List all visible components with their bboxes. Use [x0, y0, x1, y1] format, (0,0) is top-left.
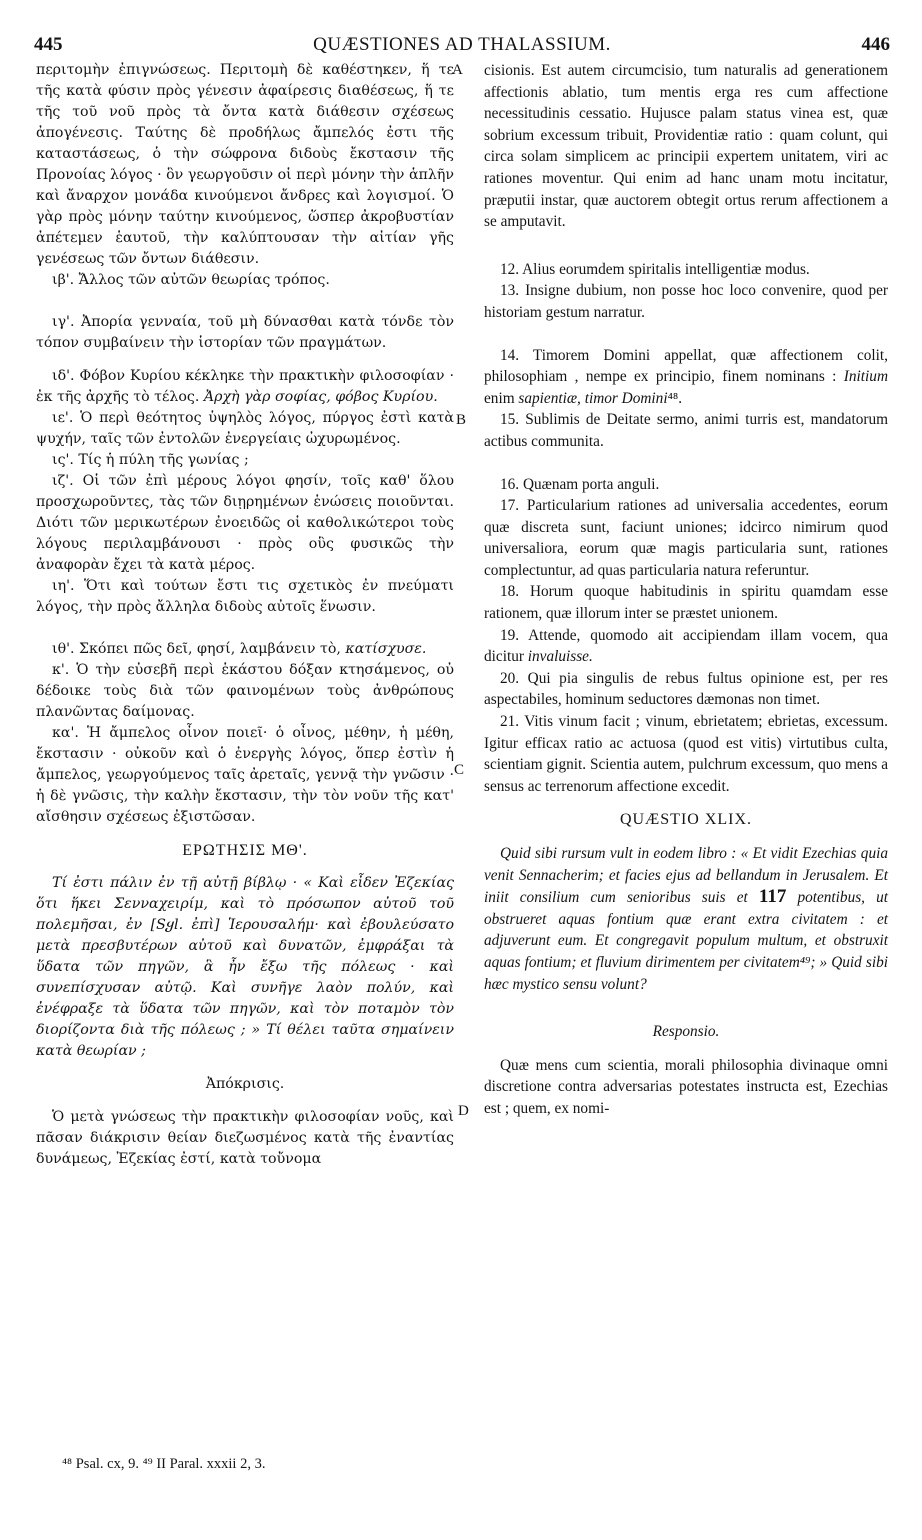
latin-answer-heading: Responsio. — [652, 1023, 720, 1041]
latin-item-14-text: 14. Timorem Domini appellat, quæ affectionem colit, philosophiam , nempe ex principio, finem nominans : — [484, 346, 888, 386]
greek-paragraph-intro: περιτομὴν ἐπιγνώσεως. Περιτομὴ δὲ καθέστηκεν, ἥ τε τῆς κατὰ φύσιν πρὸς γένεσιν ἀφαίρεσις διαθέσεως, ἥ τε τῆς τοῦ νοῦ πρὸς τὰ ὄντα κατὰ διάθεσιν σχέσεως ἀπογένεσις. Ταύτης δὲ προδήλως ἄμπελός ἐστι τῆς καταστάσεως, ὁ τὴν σώφρονα διδοὺς ἔκστασιν τῆς Προνοίας λόγος · ὃν γεωργοῦσιν οἱ περὶ μόνην τὴν ἁπλῆν καὶ ἄναρχον μονάδα κινούμενοι ἄνδρες καὶ λογισμοί. Ὁ γὰρ πρὸς μόνην ταύτην κινούμενος, ὥσπερ ἀκροβυστίαν ἀπέτεμεν ἑαυτοῦ, τὴν καλύπτουσαν τὴν αἰτίαν γῆς γενέσεως τῶν ὄντων διάθεσιν. — [36, 62, 454, 267]
greek-item-13: ιγ'. Ἀπορία γενναία, τοῦ μὴ δύνασθαι κατὰ τόνδε τὸν τόπον συμβαίνειν τὴν ἱστορίαν τῶν πραγμάτων. — [36, 314, 454, 351]
greek-item-21: κα'. Ἡ ἄμπελος οἶνον ποιεῖ· ὁ οἶνος, μέθην, ἡ μέθη, ἔκστασιν · οὐκοῦν καὶ ὁ ἐνεργὴς λόγος, ὅπερ ἐστὶν ἡ ἄμπελος, γεωργούμενος ταῖς ἀρεταῖς, γεννᾷ τὴν γνῶσιν · ἡ δὲ γνῶσις, τὴν καλὴν ἔκστασιν, τὴν τὸν νοῦν τῆς κατ' αἴσθησιν σχέσεως ἐξιστῶσαν. — [36, 725, 454, 825]
latin-item-21: 21. Vitis vinum facit ; vinum, ebrietatem; ebrietas, excessum. Igitur efficax ratio ac actuosa (quod est vitis) virtutibus culta, scientiam gignit. Scientia autem, pulchrum excessum, quo mens a sensus ac terrenorum affectione excedit. — [484, 713, 888, 795]
greek-item-17: ιζ'. Οἱ τῶν ἐπὶ μέρους λόγοι φησίν, τοῖς καθ' ὅλου προσχωροῦντες, τὰς τῶν διῃρημένων ἑνώσεις ποιοῦνται. Διότι τῶν μερικωτέρων ἐνοειδῶς οἱ καθολικώτεροι τοὺς λόγους περιλαμβάνουσι · πρὸς οὓς φυσικῶς τὴν ἀναφορὰν ἔχει τὰ κατὰ μέρος. — [36, 473, 454, 573]
latin-column — [484, 60, 888, 1120]
greek-item-19 — [36, 639, 454, 660]
latin-item-14-quote-1: Initium — [843, 368, 888, 386]
greek-item-12: ιβ'. Ἄλλος τῶν αὐτῶν θεωρίας τρόπος. — [52, 272, 330, 288]
latin-paragraph-intro: cisionis. Est autem circumcisio, tum naturalis ad generationem affectionis ablatio, tum mentis erga res cum affectione necessitudinis cessatio. Hujusce palam status vinea est, quæ sobrium excessum tribuit, Providentiæ ratio : quam colunt, qui circa solam simplicem ac principii expertem unitatem, viri ac rationes moventur. Qui enim ad hanc unam motu incitatur, præputii instar, quæ auctorem obtegit ortus rerum affectionem a se amputavit. — [484, 62, 888, 231]
latin-item-13: 13. Insigne dubium, non posse hoc loco convenire, quod per historiam gestum narratur. — [484, 282, 888, 321]
latin-item-19 — [484, 625, 888, 668]
greek-question-text: Τί ἐστι πάλιν ἐν τῇ αὐτῇ βίβλῳ · « Καὶ εἶδεν Ἐζεκίας ὅτι ἥκει Σενναχειρίμ, καὶ τὸ πρόσωπον αὐτοῦ τοῦ πολεμῆσαι, ἐν [Sყl. ἐπὶ] Ἱερουσαλήμ· καὶ ἐβουλεύσατο μετὰ πρεσβυτέρων αὐτοῦ καὶ δυνατῶν, ἐμφράξαι τὰ ὕδατα τῶν πηγῶν, ἃ ἦν ἔξω τῆς πόλεως · καὶ συνεπίσχυσαν αὐτῷ. Καὶ συνῆγε λαὸν πολύν, καὶ ἐνέφραξε τὰ ὕδατα τῶν πηγῶν, καὶ τὸν ποταμὸν τὸν διορίζοντα διὰ τῆς πόλεως ; » Τί θέλει ταῦτα σημαίνειν κατὰ θεωρίαν ; — [36, 875, 454, 1059]
running-title: QUÆSTIONES AD THALASSIUM. — [313, 34, 611, 55]
latin-item-18: 18. Horum quoque habitudinis in spiritu quamdam esse rationem, quæ illorum inter se præstet unionem. — [484, 583, 888, 623]
latin-item-12: 12. Alius eorumdem spiritalis intelligentiæ modus. — [500, 260, 810, 278]
footnotes: ⁴⁸ Psal. cx, 9. ⁴⁹ II Paral. xxxii 2, 3. — [62, 1456, 266, 1472]
latin-item-19-word: invaluisse. — [527, 648, 593, 666]
greek-question-heading: ΕΡΩΤΗΣΙΣ ΜΘ'. — [182, 842, 308, 859]
latin-item-15: 15. Sublimis de Deitate sermo, animi turris est, mandatorum actibus communita. — [484, 411, 888, 450]
greek-answer-text: Ὁ μετὰ γνώσεως τὴν πρακτικὴν φιλοσοφίαν νοῦς, καὶ πᾶσαν διάκρισιν θείαν διεζωσμένος κατὰ τῆς ἐναντίας δυνάμεως, Ἐζεκίας ἐστί, κατὰ τοὔνομα — [36, 1109, 454, 1167]
greek-item-19-word: κατίσχυσε. — [345, 641, 427, 657]
greek-item-14 — [36, 366, 454, 408]
latin-item-14 — [484, 345, 888, 410]
margin-letter-c: C — [454, 762, 465, 778]
page-header — [34, 34, 890, 58]
page-number-right: 446 — [861, 34, 890, 55]
latin-answer-text: Quæ mens cum scientia, morali philosophia divinaque omni discretione contra adversarias potestates instructa est, Ezechias est ; quem, ex nomi- — [484, 1056, 888, 1117]
margin-letter-a: A — [452, 62, 463, 78]
greek-column — [36, 60, 454, 1170]
latin-item-14-enim: enim — [484, 389, 519, 407]
latin-item-16: 16. Quænam porta anguli. — [500, 475, 660, 493]
latin-item-14-note: ⁴⁸. — [667, 389, 683, 407]
page-number-left: 445 — [34, 34, 63, 55]
greek-item-14-text: ιδ'. Φόβον Κυρίου κέκληκε τὴν πρακτικὴν φιλοσοφίαν · ἐκ τῆς ἀρχῆς τὸ τέλος. — [36, 368, 454, 405]
latin-item-14-quote-2: sapientiæ, timor Domini — [518, 389, 668, 407]
latin-question-heading: QUÆSTIO XLIX. — [619, 811, 753, 829]
column-number: 117 — [758, 886, 787, 908]
latin-item-17: 17. Particularium rationes ad universalia accedentes, eorum quæ discreta sunt, faciunt uniones; idcirco nimirum quod universaliora, eorum quæ magis particularia sunt, rationes complectuntur, ad quas particularia natura referuntur. — [484, 497, 888, 579]
margin-letter-b: B — [456, 412, 467, 428]
greek-answer-heading: Ἀπόκρισις. — [205, 1076, 285, 1092]
latin-question-text-a: Quid sibi rursum vult in eodem libro : « Et vidit Ezechias quia venit Sennacherim; et facies ejus ad bellandum in Jerusalem. Et iniit consilium cum senioribus suis et — [484, 845, 888, 907]
latin-question-text — [484, 843, 888, 995]
greek-item-19-text: ιθ'. Σκόπει πῶς δεῖ, φησί, λαμβάνειν τὸ, — [52, 641, 346, 657]
latin-item-20: 20. Qui pia singulis de rebus fultus opinione est, per res aspectabiles, hominum seductores dæmonas non timet. — [484, 669, 888, 709]
greek-item-18: ιη'. Ὅτι καὶ τούτων ἔστι τις σχετικὸς ἐν πνεύματι λόγος, τὴν πρὸς ἄλληλα διδοὺς αὐτοῖς ἕνωσιν. — [36, 578, 454, 615]
latin-question-text-b: potentibus, ut obstrueret aquas fontium quæ erant extra civitatem : et adjuverunt eum. Et congregavit populum multum, et obstruxit aquas fontium; et fluvium dirimentem per civitatem⁴⁹; » Quid sibi hæc mystico sensu volunt? — [484, 889, 889, 993]
greek-item-16: ις'. Τίς ἡ πύλη τῆς γωνίας ; — [52, 452, 249, 468]
greek-item-20: κ'. Ὁ τὴν εὐσεβῆ περὶ ἑκάστου δόξαν κτησάμενος, οὐ δέδοικε τοὺς διὰ τῶν φαινομένων τοὺς ἀνθρώπους πλανῶντας δαίμονας. — [36, 662, 454, 720]
margin-letter-d: D — [458, 1103, 469, 1119]
greek-item-14-quote: Ἀρχὴ γὰρ σοφίας, φόβος Κυρίου. — [203, 389, 438, 405]
greek-item-15: ιε'. Ὁ περὶ θεότητος ὑψηλὸς λόγος, πύργος ἐστὶ κατὰ ψυχήν, ταῖς τῶν ἐντολῶν ἐνεργείαις ὠχυρωμένος. — [36, 410, 454, 447]
latin-item-19-text: 19. Attende, quomodo ait accipiendam illam vocem, qua dicitur — [484, 626, 888, 666]
